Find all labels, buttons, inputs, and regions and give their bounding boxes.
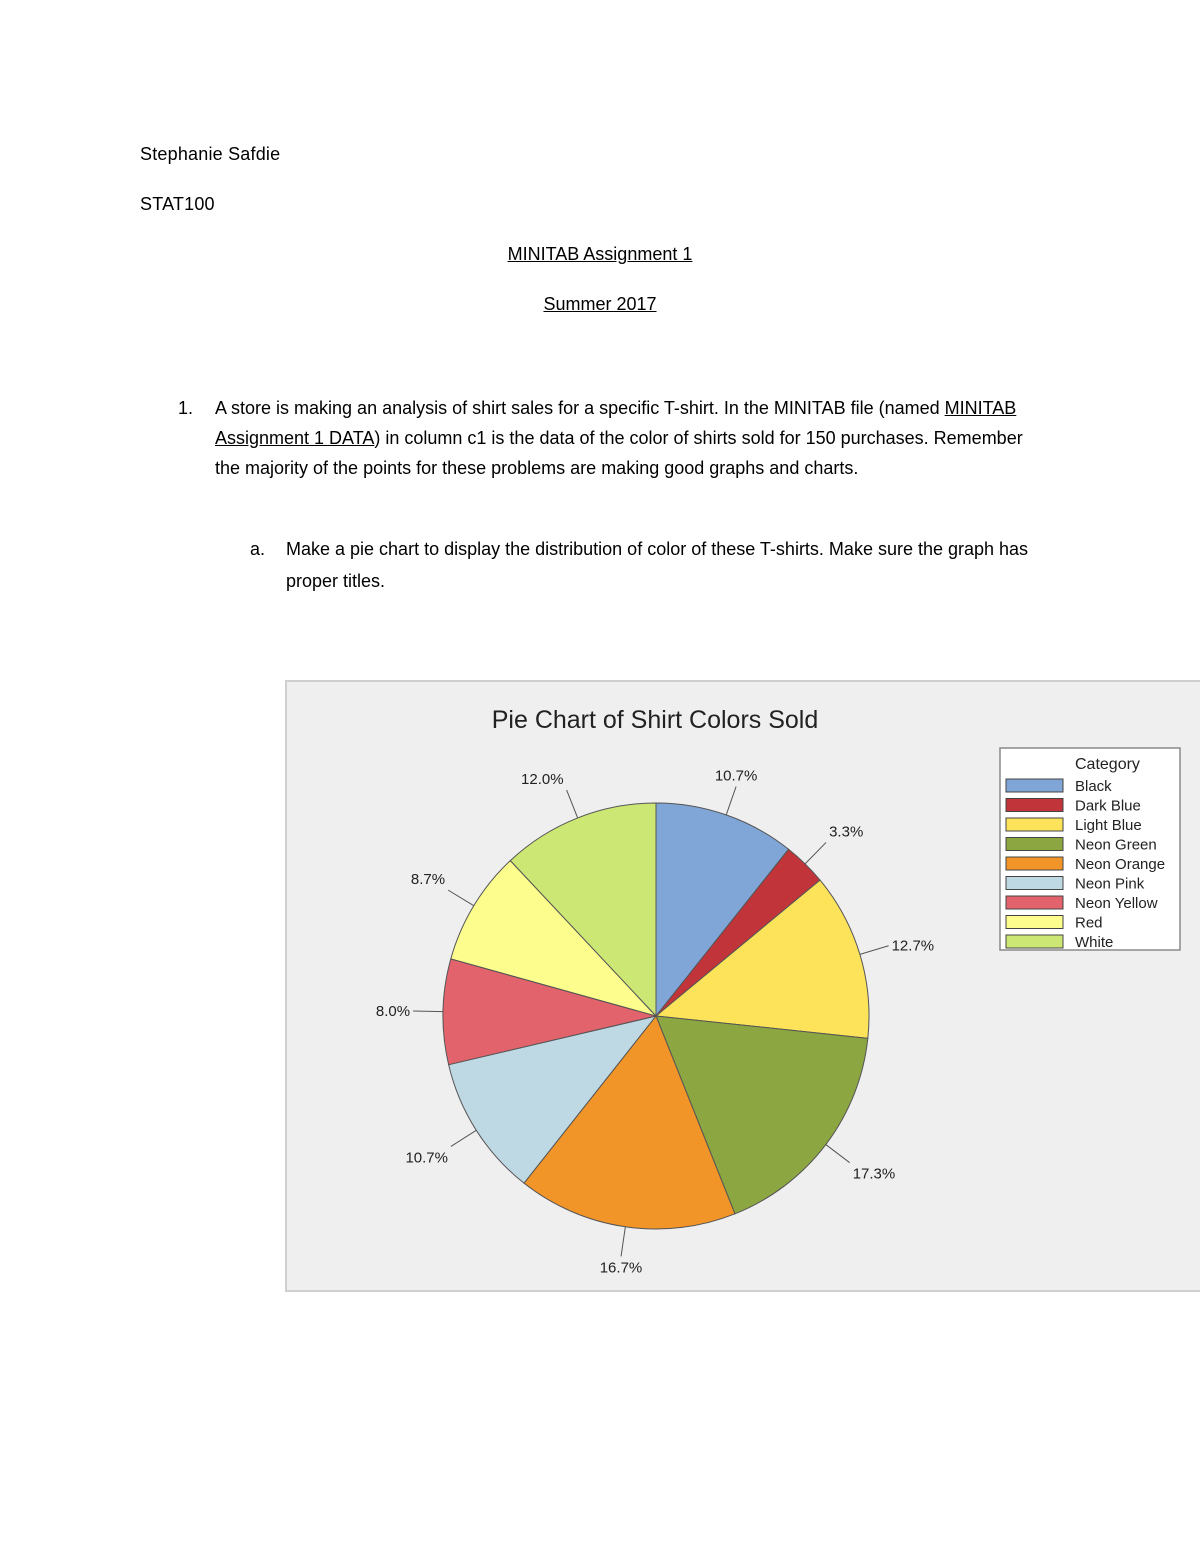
legend-title: Category [1075,756,1140,773]
question-1a-letter: a. [250,539,266,559]
legend-swatch-neon-green [1006,838,1063,851]
assignment-term-text: Summer 2017 [543,294,657,314]
legend-label-white: White [1075,934,1114,951]
leader-line-light-blue [860,946,889,955]
legend-label-neon-pink: Neon Pink [1075,875,1145,893]
legend-label-black: Black [1075,778,1112,795]
data-label-neon-yellow: 8.0% [375,1003,411,1020]
question-1 [178,393,1038,483]
legend-label-neon-orange: Neon Orange [1075,856,1166,873]
data-label-neon-orange: 16.7% [599,1259,643,1277]
data-file-name: MINITAB Assignment 1 DATA [215,398,1017,448]
leader-line-neon-green [826,1145,850,1163]
assignment-title-text: MINITAB Assignment 1 [507,244,693,264]
pie-slices [443,803,869,1229]
legend-label-red: Red [1075,914,1103,932]
question-1-number: 1. [178,398,194,418]
leader-line-red [448,890,474,906]
chart-title: Pie Chart of Shirt Colors Sold [491,706,819,734]
pie-chart [287,682,1200,1290]
legend-label-dark-blue: Dark Blue [1075,797,1141,815]
question-1-text [215,393,1038,483]
leader-line-black [726,787,736,815]
question-1-text-start: A store is making an analysis of shirt sales for a specific T-shirt. In the MINITAB file (named [215,398,945,418]
question-1-text-end: ) in column c1 is the data of the color of shirts sold for 150 purchases. Remember the majority of the points for these problems are making good graphs and charts. [215,428,1023,478]
leader-line-dark-blue [805,842,826,863]
data-label-white: 12.0% [521,771,564,788]
legend-swatch-white [1006,935,1063,948]
data-label-black: 10.7% [714,767,758,785]
legend-swatch-neon-orange [1006,857,1063,870]
legend-label-neon-green: Neon Green [1075,836,1157,854]
leader-line-neon-orange [621,1227,625,1257]
author-name: Stephanie Safdie [140,144,281,164]
data-label-neon-green: 17.3% [852,1165,896,1183]
legend-swatch-dark-blue [1006,799,1063,812]
assignment-title [0,244,1200,265]
data-label-light-blue: 12.7% [891,937,935,955]
leader-line-white [567,790,578,818]
data-label-neon-pink: 10.7% [405,1149,448,1167]
legend-swatch-red [1006,916,1063,929]
leader-line-neon-yellow [413,1011,443,1012]
legend-swatch-neon-pink [1006,877,1063,890]
question-1a-text: Make a pie chart to display the distribution of color of these T-shirts. Make sure the graph has proper titles. [286,539,1029,591]
question-1a [250,533,1040,597]
legend-swatch-neon-yellow [1006,896,1063,909]
leader-line-neon-pink [451,1130,476,1146]
pie-chart-panel [285,680,1200,1292]
legend-swatch-light-blue [1006,818,1063,831]
data-label-red: 8.7% [410,871,446,889]
assignment-term [0,294,1200,315]
legend-label-light-blue: Light Blue [1075,817,1142,834]
legend-label-neon-yellow: Neon Yellow [1075,895,1158,912]
chart-legend [1000,748,1180,951]
data-label-dark-blue: 3.3% [829,823,864,841]
course-code: STAT100 [140,194,215,214]
legend-swatch-black [1006,779,1063,792]
